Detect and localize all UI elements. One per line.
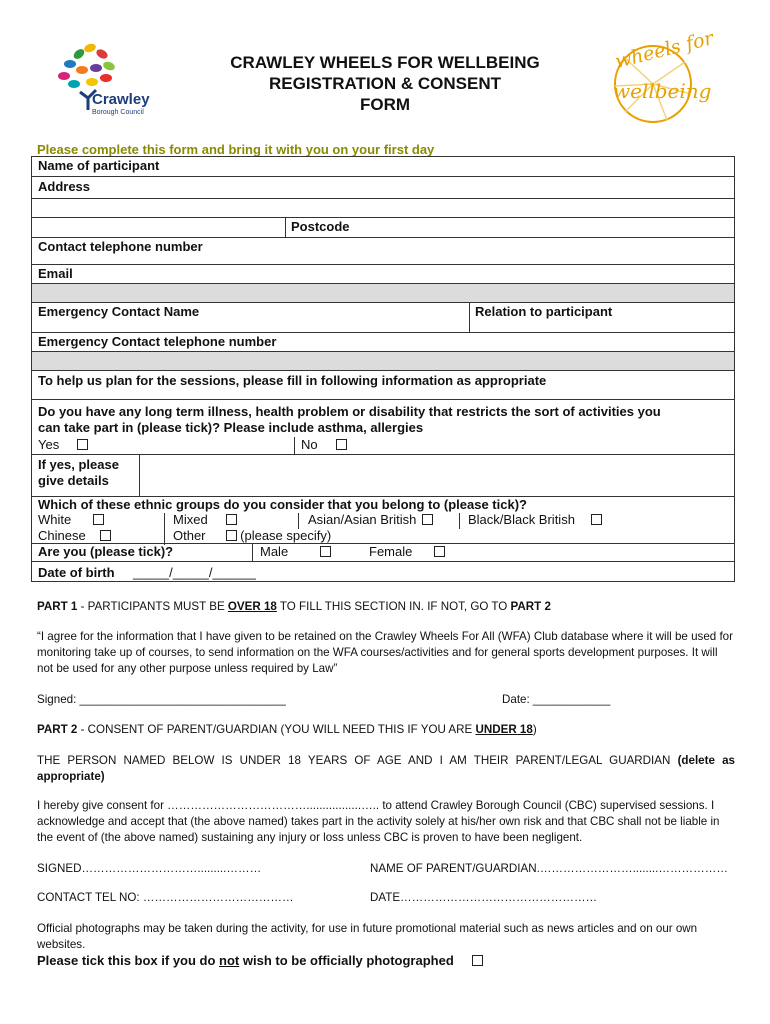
plan-heading-row xyxy=(32,370,734,399)
female-label: Female xyxy=(369,544,413,559)
part1-text-b: TO FILL THIS SECTION IN. IF NOT, GO TO xyxy=(276,600,511,613)
ethnic-divider-3 xyxy=(459,513,460,529)
name-row[interactable] xyxy=(32,156,734,176)
relation-divider xyxy=(469,303,470,333)
mixed-option[interactable] xyxy=(173,512,237,527)
male-option[interactable] xyxy=(260,544,331,559)
registration-table xyxy=(31,156,735,582)
part2-text-b: ) xyxy=(532,723,537,736)
logo-wheels-text: wheels for xyxy=(612,28,715,73)
phone-row[interactable] xyxy=(32,237,734,264)
postcode-row[interactable] xyxy=(32,217,734,237)
ethnic-options-row-2 xyxy=(32,529,734,543)
address-label: Address xyxy=(38,179,91,194)
part2-statement-text: THE PERSON NAMED BELOW IS UNDER 18 YEARS OF AGE AND I AM THEIR PARENT/LEGAL GUARDIAN xyxy=(37,754,671,767)
illness-question-line2: can take part in (please tick)? Please include asthma, allergies xyxy=(38,420,424,435)
wheels-for-wellbeing-logo xyxy=(605,28,715,126)
part1-label: PART 1 xyxy=(37,600,78,613)
title-line-3: FORM xyxy=(359,95,411,114)
crawley-logo xyxy=(52,40,162,118)
photo-tick-b: wish to be officially photographed xyxy=(239,953,454,968)
details-divider xyxy=(139,455,140,497)
part1-agreement: “I agree for the information that I have given to be retained on the Crawley Wheels For All (WFA) Club database where it will be used for monitoring take up of courses, to send information on the WFA courses/activities and for general sports development purposes. It will not be used for any other purpose unless required by Law” xyxy=(37,630,733,675)
other-checkbox[interactable] xyxy=(226,530,237,541)
logo-crawley-text: Crawley xyxy=(92,91,150,108)
no-checkbox[interactable] xyxy=(336,439,347,450)
part2-text-a: - CONSENT OF PARENT/GUARDIAN (YOU WILL NEED THIS IF YOU ARE xyxy=(77,723,476,736)
part2-statement xyxy=(37,753,735,785)
other-label: Other xyxy=(173,528,206,543)
address-row[interactable] xyxy=(32,176,734,198)
part2-label: PART 2 xyxy=(37,723,78,736)
female-option[interactable] xyxy=(369,544,445,559)
chinese-label: Chinese xyxy=(38,528,86,543)
plan-heading: To help us plan for the sessions, please fill in following information as appropriate xyxy=(38,373,547,388)
name-label: Name of participant xyxy=(38,158,160,173)
photo-note: Official photographs may be taken during the activity, for use in future promotional material such as news articles and on our own websites. xyxy=(37,922,698,951)
please-specify: (please specify) xyxy=(240,528,332,543)
black-label: Black/Black British xyxy=(468,512,575,527)
emergency-phone-row[interactable] xyxy=(32,332,734,351)
part1-signed[interactable]: Signed: ________________________________ xyxy=(37,693,286,706)
part2-under-18: UNDER 18 xyxy=(475,723,533,736)
part2-heading xyxy=(37,722,735,738)
illness-question-row xyxy=(32,399,734,437)
form-title xyxy=(180,52,590,115)
gender-row xyxy=(32,543,734,561)
part2-date[interactable]: DATE…………………………………………… xyxy=(370,891,598,904)
male-label: Male xyxy=(260,544,289,559)
if-yes-details-row[interactable] xyxy=(32,454,734,496)
illness-yes-no-row xyxy=(32,437,734,454)
phone-label: Contact telephone number xyxy=(38,239,203,254)
part1-date[interactable]: Date: ____________ xyxy=(502,693,611,706)
yes-checkbox[interactable] xyxy=(77,439,88,450)
title-line-2: REGISTRATION & CONSENT xyxy=(268,74,502,93)
mixed-label: Mixed xyxy=(173,512,208,527)
are-you-label: Are you (please tick)? xyxy=(38,544,174,559)
part2-consent: I hereby give consent for ……………………………….................….. to attend Crawley Borough Council (CBC) supervised sessions. I acknowledge and accept that (the above named) takes part in the activity solely at his/her own risk and that CBC shall not be liable in the event of (the above named) sustaining any injury or loss unless CBC is proven to have been negligent. xyxy=(37,799,720,844)
ethnic-divider-2 xyxy=(298,513,299,529)
email-label: Email xyxy=(38,266,73,281)
white-label: White xyxy=(38,512,72,527)
dob-row[interactable] xyxy=(32,561,734,582)
shaded-divider-2 xyxy=(32,351,734,370)
white-checkbox[interactable] xyxy=(93,514,104,525)
other-option[interactable] xyxy=(173,528,331,543)
emergency-phone-label: Emergency Contact telephone number xyxy=(38,334,277,349)
part2-parent-name[interactable]: NAME OF PARENT/GUARDIAN.……………………........……………… xyxy=(370,862,728,875)
part1-over-18: OVER 18 xyxy=(227,600,277,613)
white-option[interactable] xyxy=(38,512,104,527)
intro-text: Please complete this form and bring it with you on your first day xyxy=(37,142,435,157)
part1-heading xyxy=(37,599,735,615)
logo-wellbeing-text: wellbeing xyxy=(613,79,712,103)
gender-divider xyxy=(252,544,253,562)
ethnic-options-row-1 xyxy=(32,513,734,529)
postcode-label: Postcode xyxy=(291,219,350,234)
part2-contact-tel[interactable]: CONTACT TEL NO: ………………………………… xyxy=(37,891,294,904)
yes-label: Yes xyxy=(38,437,60,452)
address-line-2[interactable] xyxy=(32,198,734,217)
black-option[interactable] xyxy=(468,512,602,527)
if-yes-label-line2: give details xyxy=(38,473,109,488)
dob-blank[interactable]: _____/_____/______ xyxy=(133,565,256,580)
if-yes-label-line1: If yes, please xyxy=(38,457,119,472)
shaded-divider-1 xyxy=(32,283,734,302)
photo-not: not xyxy=(219,953,240,968)
female-checkbox[interactable] xyxy=(434,546,445,557)
relation-label: Relation to participant xyxy=(475,304,613,319)
no-label: No xyxy=(301,437,318,452)
male-checkbox[interactable] xyxy=(320,546,331,557)
part1-text-a: - PARTICIPANTS MUST BE xyxy=(77,600,228,613)
emergency-name-label: Emergency Contact Name xyxy=(38,304,200,319)
illness-yes-option[interactable] xyxy=(38,437,88,452)
black-checkbox[interactable] xyxy=(591,514,602,525)
part2-delete-note: (delete as appropriate) xyxy=(37,754,735,783)
asian-label: Asian/Asian British xyxy=(308,512,417,527)
logo-council-text: Borough Council xyxy=(92,109,144,116)
asian-option[interactable] xyxy=(308,512,433,527)
ethnic-question: Which of these ethnic groups do you consider that you belong to (please tick)? xyxy=(38,497,527,512)
chinese-checkbox[interactable] xyxy=(100,530,111,541)
title-line-1: CRAWLEY WHEELS FOR WELLBEING xyxy=(230,53,540,72)
email-row[interactable] xyxy=(32,264,734,283)
illness-question-line1: Do you have any long term illness, health problem or disability that restricts the sort of activities you xyxy=(38,404,661,419)
chinese-option[interactable] xyxy=(38,528,111,543)
illness-no-option[interactable] xyxy=(301,437,347,452)
emergency-contact-row[interactable] xyxy=(32,302,734,332)
part1-part2-ref: PART 2 xyxy=(510,600,551,613)
photo-opt-out-checkbox[interactable] xyxy=(472,955,483,966)
asian-checkbox[interactable] xyxy=(422,514,433,525)
photo-opt-out xyxy=(37,953,483,968)
part2-signed[interactable]: SIGNED………………………….........……… xyxy=(37,862,262,875)
photo-tick-a: Please tick this box if you do xyxy=(37,953,220,968)
dob-label: Date of birth xyxy=(38,565,115,580)
mixed-checkbox[interactable] xyxy=(226,514,237,525)
ethnic-question-row xyxy=(32,496,734,513)
postcode-divider xyxy=(285,218,286,238)
yes-no-divider xyxy=(294,437,295,454)
